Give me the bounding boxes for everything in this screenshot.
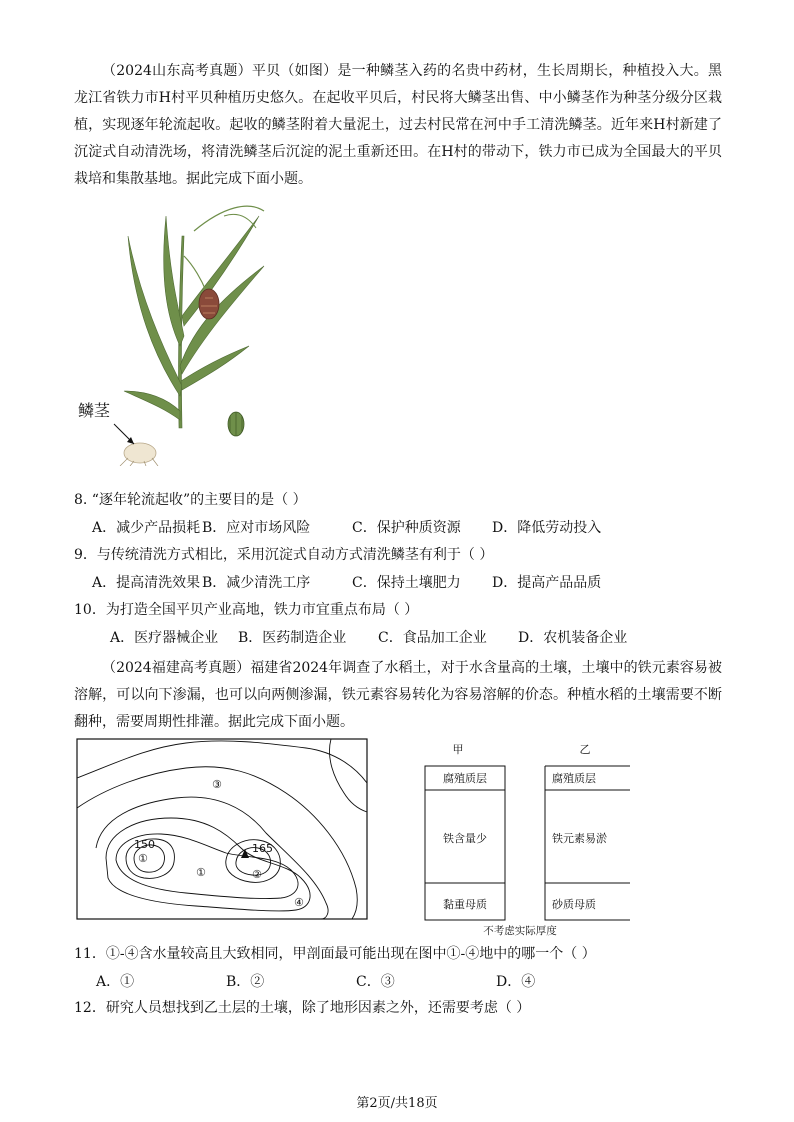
option-b: B．医药制造企业: [238, 630, 347, 646]
fritillaria-plant-figure: [74, 196, 284, 466]
question-8: 8. “逐年轮流起收”的主要目的是（ ）: [74, 492, 307, 508]
option-c: C．保护种质资源: [352, 520, 461, 536]
map-point-2: ②: [252, 868, 262, 881]
contour-label-165: 165: [252, 842, 273, 855]
question-10-options: [110, 628, 627, 648]
profile-a-layer-1: 腐殖质层: [443, 772, 487, 785]
profile-a-layer-3: 黏重母质: [443, 898, 487, 911]
bulb-label: 鳞茎: [78, 401, 111, 420]
contour-map: [76, 738, 368, 920]
question-11-options: [96, 972, 535, 992]
question-8-options: [92, 518, 601, 538]
map-point-1b: ①: [196, 866, 206, 879]
question-11: 11．①-④含水量较高且大致相同，甲剖面最可能出现在图中①-④地中的哪一个（ ）: [74, 946, 596, 962]
contour-label-150: 150: [134, 838, 155, 851]
question-12: 12．研究人员想找到乙土层的土壤，除了地形因素之外，还需要考虑（ ）: [74, 1000, 531, 1016]
option-a: A．①: [96, 974, 135, 990]
page-footer: 第2页/共18页: [356, 1096, 438, 1111]
profile-b-layer-3: 砂质母质: [552, 898, 596, 911]
profile-b-title: 乙: [579, 743, 591, 756]
option-a: A．医疗器械企业: [110, 630, 219, 646]
option-b: B．②: [226, 974, 265, 990]
passage-shandong: （2024山东高考真题）平贝（如图）是一种鳞茎入药的名贵中药材，生长周期长，种植投入大。黑龙江省铁力市H村平贝种植历史悠久。在起收平贝后，村民将大鳞茎出售、中小鳞茎作为种茎分级分区栽植，实现逐年轮流起收。起收的鳞茎附着大量泥土，过去村民常在河中手工清洗鳞茎。近年来H村新建了沉淀式自动清洗场，将清洗鳞茎后沉淀的泥土重新还田。在H村的带动下，铁力市已成为全国最大的平贝栽培和集散基地。据此完成下面小题。: [74, 63, 722, 187]
profile-b-layer-2: 铁元素易淤: [552, 832, 607, 845]
option-c: C．③: [356, 974, 395, 990]
option-b: B．减少清洗工序: [202, 575, 311, 591]
option-a: A．提高清洗效果: [92, 575, 201, 591]
question-9: 9．与传统清洗方式相比，采用沉淀式自动方式清洗鳞茎有利于（ ）: [74, 547, 494, 563]
profile-a-layer-2: 铁含量少: [443, 832, 487, 845]
map-point-3: ③: [212, 778, 222, 791]
profile-a-title: 甲: [452, 743, 464, 756]
option-d: D．④: [496, 974, 536, 990]
option-d: D．降低劳动投入: [492, 520, 602, 536]
question-10: 10．为打造全国平贝产业高地，铁力市宜重点布局（ ）: [74, 602, 419, 618]
soil-profiles: [420, 738, 630, 938]
profile-note: 不考虑实际厚度: [483, 925, 557, 937]
option-b: B．应对市场风险: [202, 520, 311, 536]
option-d: D．农机装备企业: [518, 630, 628, 646]
option-a: A．减少产品损耗: [92, 520, 201, 536]
option-d: D．提高产品品质: [492, 575, 602, 591]
question-9-options: [92, 573, 601, 593]
option-c: C．保持土壤肥力: [352, 575, 461, 591]
option-c: C．食品加工企业: [378, 630, 487, 646]
passage-fujian: （2024福建高考真题）福建省2024年调查了水稻土，对于水含量高的土壤，土壤中的铁元素容易被溶解，可以向下渗漏，也可以向两侧渗漏，铁元素容易转化为容易溶解的价态。种植水稻的土壤需要不断翻种，需要周期性排灌。据此完成下面小题。: [74, 660, 722, 730]
profile-b-layer-1: 腐殖质层: [552, 772, 596, 785]
map-point-4: ④: [294, 896, 304, 909]
map-point-1a: ①: [138, 852, 148, 865]
